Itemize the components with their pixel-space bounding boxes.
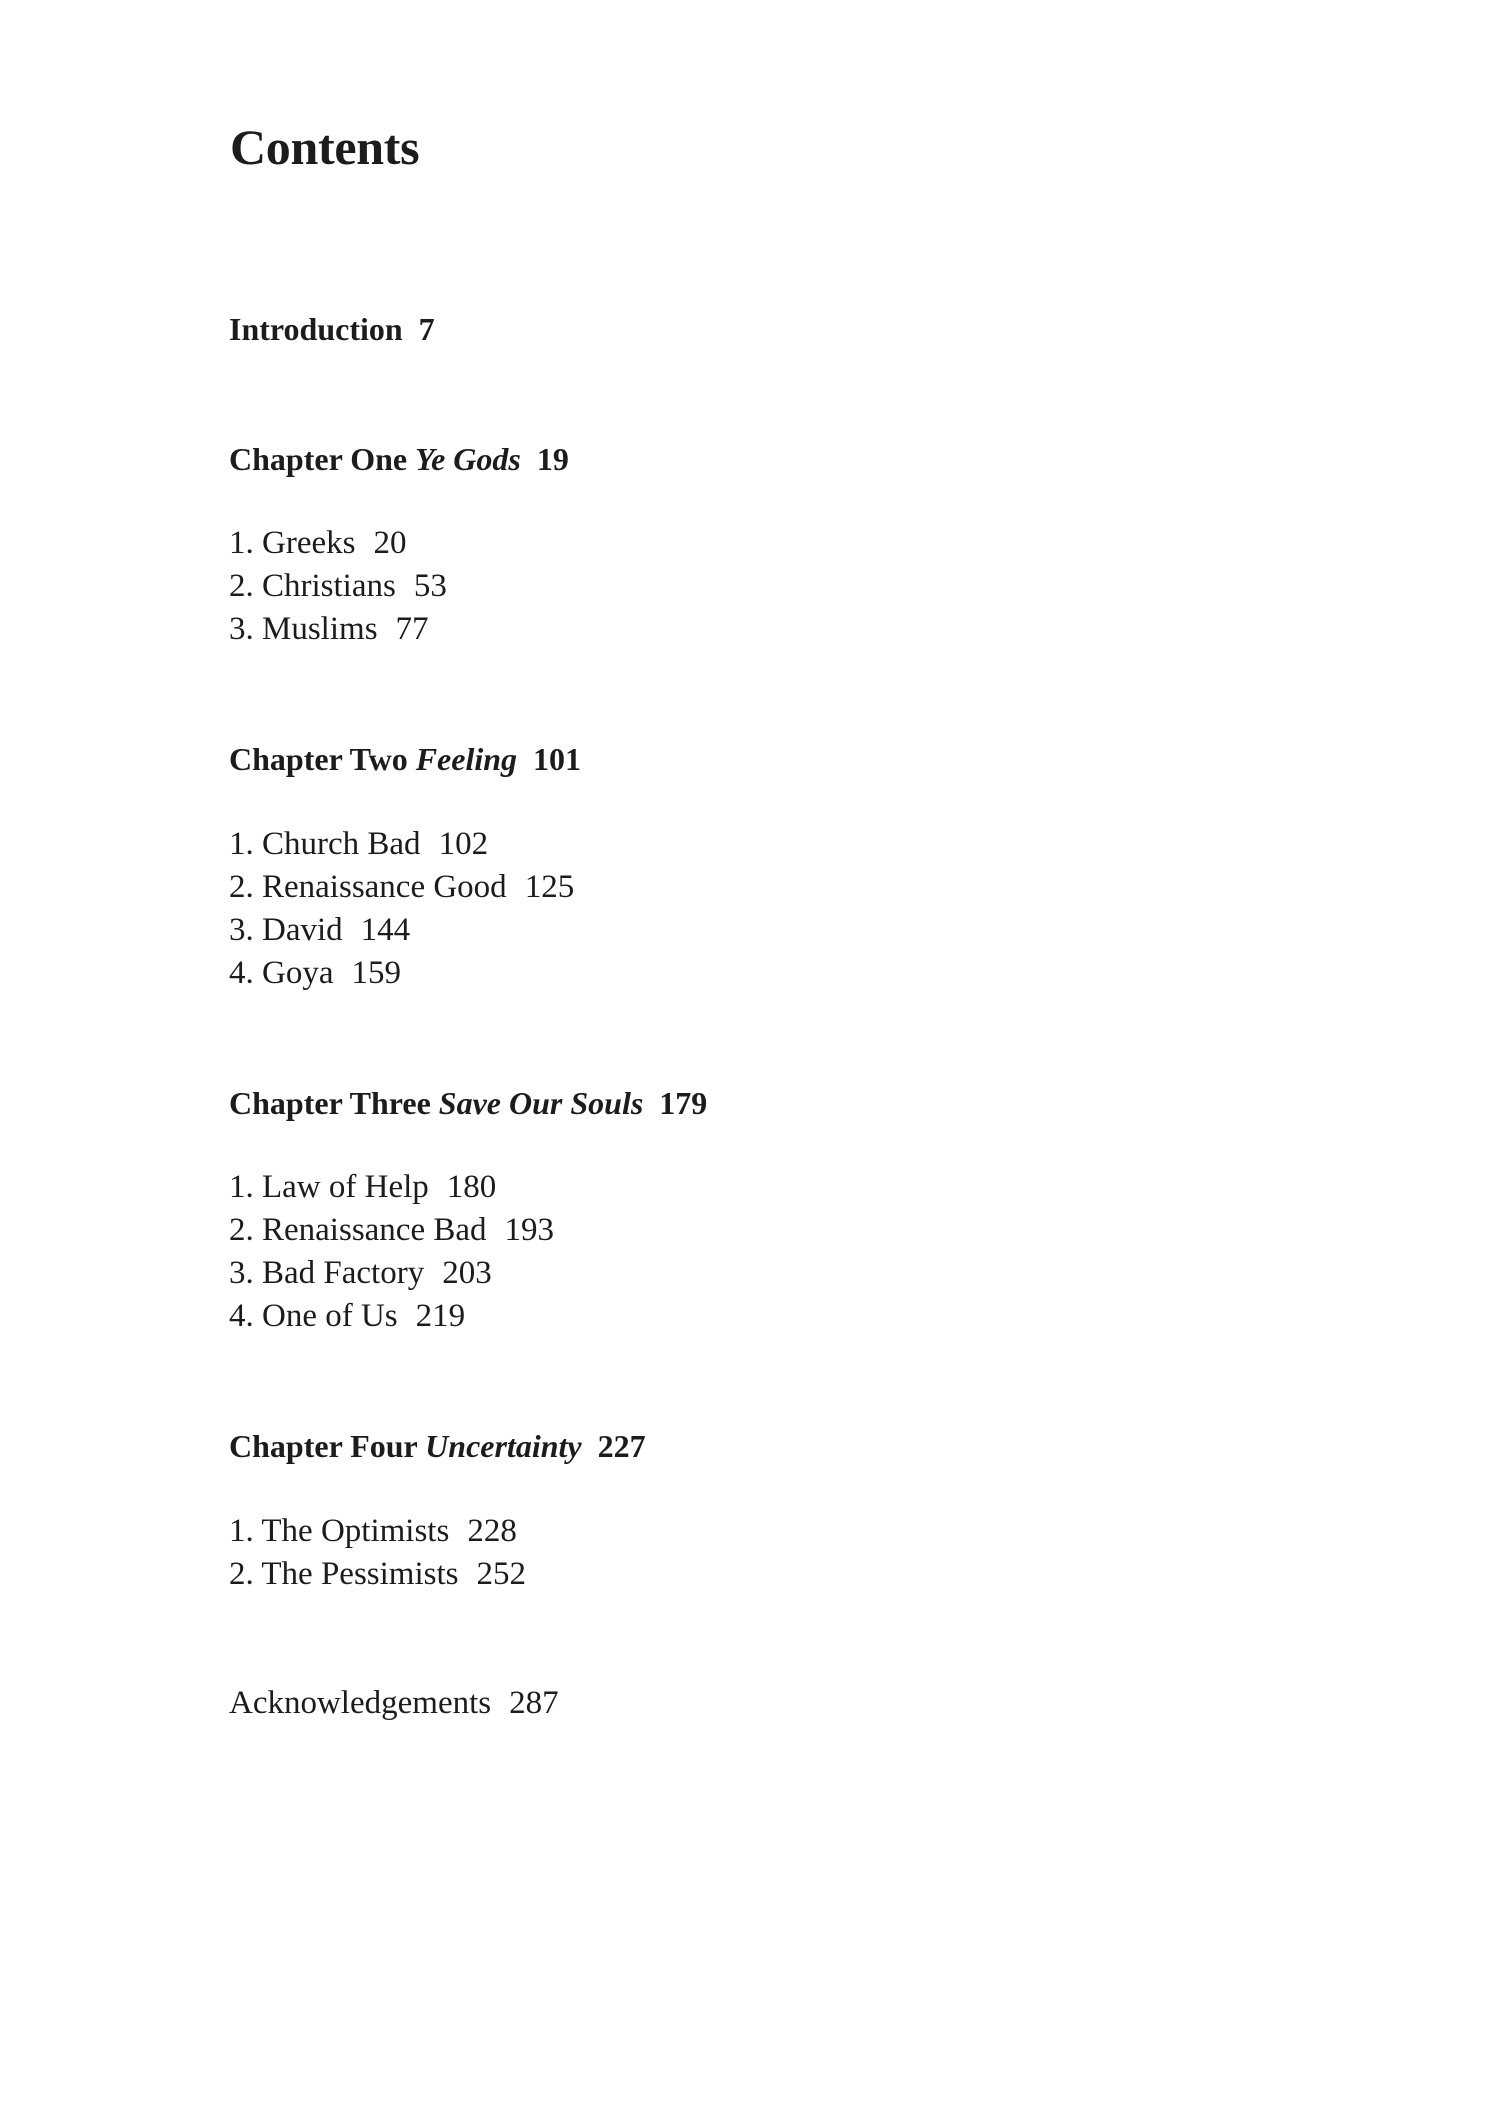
section-label: 3. Bad Factory — [229, 1255, 425, 1291]
toc-section-item[interactable] — [229, 957, 401, 990]
section-page-number: 252 — [476, 1556, 527, 1592]
section-label: 1. Law of Help — [229, 1169, 429, 1205]
chapter-subtitle: Save Our Souls — [438, 1085, 644, 1121]
entry-page-number: 287 — [509, 1685, 559, 1721]
toc-section-item[interactable] — [229, 570, 447, 603]
chapter-label: Chapter Three — [229, 1085, 431, 1121]
section-page-number: 228 — [467, 1513, 517, 1549]
entry-label: Introduction — [229, 311, 403, 347]
entry-page-number: 7 — [418, 311, 435, 347]
section-label: 3. Muslims — [229, 611, 378, 647]
section-page-number: 144 — [360, 912, 411, 948]
toc-entry-chapter-one[interactable] — [229, 443, 569, 475]
toc-section-item[interactable] — [229, 613, 429, 646]
chapter-page-number: 101 — [533, 741, 582, 777]
section-label: 2. The Pessimists — [229, 1556, 459, 1592]
section-label: 3. David — [229, 912, 343, 948]
section-page-number: 219 — [415, 1298, 466, 1334]
section-page-number: 125 — [524, 869, 575, 905]
toc-section-item[interactable] — [229, 914, 410, 947]
toc-section-item[interactable] — [229, 527, 406, 560]
section-label: 2. Christians — [229, 568, 396, 604]
section-label: 1. The Optimists — [229, 1513, 450, 1549]
section-page-number: 102 — [438, 826, 489, 862]
section-label: 1. Greeks — [229, 525, 356, 561]
section-page-number: 77 — [395, 611, 429, 647]
toc-section-item[interactable] — [229, 828, 488, 861]
section-page-number: 203 — [442, 1255, 492, 1291]
chapter-label: Chapter Four — [229, 1428, 418, 1464]
section-label: 2. Renaissance Good — [229, 869, 507, 905]
chapter-subtitle: Uncertainty — [425, 1428, 582, 1464]
section-label: 4. One of Us — [229, 1298, 398, 1334]
toc-section-item[interactable] — [229, 1558, 526, 1591]
toc-section-item[interactable] — [229, 1300, 465, 1333]
chapter-page-number: 179 — [659, 1085, 708, 1121]
page-title: Contents — [230, 119, 420, 175]
section-label: 4. Goya — [229, 955, 334, 991]
toc-section-item[interactable] — [229, 871, 574, 904]
toc-entry-acknowledgements[interactable] — [229, 1687, 559, 1720]
entry-label: Acknowledgements — [229, 1685, 492, 1721]
chapter-label: Chapter Two — [229, 741, 408, 777]
toc-section-item[interactable] — [229, 1171, 496, 1204]
section-label: 1. Church Bad — [229, 826, 421, 862]
section-page-number: 53 — [413, 568, 447, 604]
toc-entry-introduction[interactable] — [229, 313, 435, 345]
chapter-page-number: 19 — [536, 441, 569, 477]
section-label: 2. Renaissance Bad — [229, 1212, 487, 1248]
toc-section-item[interactable] — [229, 1257, 492, 1290]
chapter-subtitle: Ye Gods — [415, 441, 521, 477]
toc-entry-chapter-two[interactable] — [229, 743, 581, 775]
section-page-number: 180 — [446, 1169, 497, 1205]
toc-section-item[interactable] — [229, 1214, 554, 1247]
section-page-number: 20 — [373, 525, 407, 561]
chapter-label: Chapter One — [229, 441, 408, 477]
toc-entry-chapter-four[interactable] — [229, 1430, 646, 1462]
toc-section-item[interactable] — [229, 1515, 517, 1548]
toc-entry-chapter-three[interactable] — [229, 1087, 707, 1119]
chapter-page-number: 227 — [597, 1428, 646, 1464]
chapter-subtitle: Feeling — [415, 741, 518, 777]
section-page-number: 159 — [351, 955, 401, 991]
section-page-number: 193 — [504, 1212, 555, 1248]
